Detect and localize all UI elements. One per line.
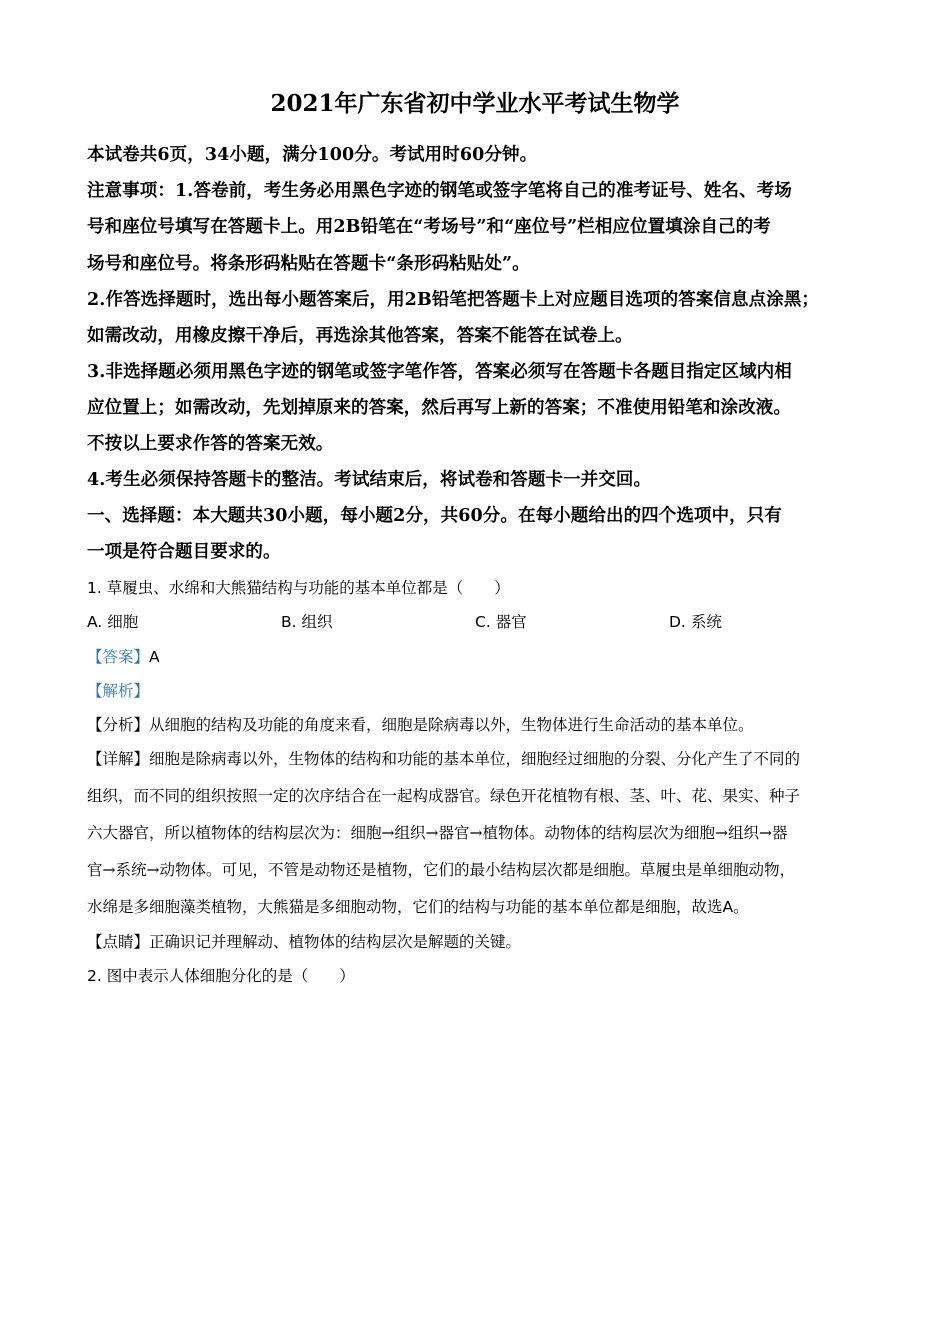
question-1-analysis-fenxi: 【分析】从细胞的结构及功能的角度来看，细胞是除病毒以外，生物体进行生命活动的基本单位。 [87,716,754,734]
option-text: 组织 [301,613,333,631]
question-1-detail-line-5 [87,896,877,918]
question-1-option-d [669,611,722,633]
question-1-detail-line-2: 组织，而不同的组织按照一定的次序结合在一起构成器官。绿色开花植物有根、茎、叶、花、果实、种子 [87,787,801,805]
detail-choice: A [722,898,734,916]
notice-line-9: 4.考生必须保持答题卡的整洁。考试结束后，将试卷和答题卡一并交回。 [87,470,652,490]
question-1-detail-line-3: 六大器官，所以植物体的结构层次为：细胞→组织→器官→植物体。动物体的结构层次为细胞→组织→器 [87,824,788,842]
question-1-option-b [281,611,333,633]
question-1-detail-line-4: 官→系统→动物体。可见，不管是动物还是植物，它们的最小结构层次都是细胞。草履虫是单细胞动物， [87,861,795,879]
detail-text: 水绵是多细胞藻类植物，大熊猫是多细胞动物，它们的结构与功能的基本单位都是细胞，故选 [87,898,723,916]
option-letter: C. [475,613,491,631]
page-title: 2021年广东省初中学业水平考试生物学 [270,90,680,117]
question-1-option-c [475,611,527,633]
option-letter: D. [669,613,686,631]
question-1-text: 草履虫、水绵和大熊猫结构与功能的基本单位都是（ ） [106,579,510,597]
question-1-option-a [87,611,138,633]
option-text: 系统 [690,613,722,631]
question-1-analysis-tag: 【解析】 [87,682,150,700]
option-text: 细胞 [107,613,139,631]
question-2-number: 2. [87,967,102,985]
notice-line-3: 场号和座位号。将条形码粘贴在答题卡“条形码粘贴处”。 [87,254,530,274]
notice-line-6: 3.非选择题必须用黑色字迹的钢笔或签字笔作答，答案必须写在答题卡各题目指定区域内相 [87,362,792,382]
question-2-text: 图中表示人体细胞分化的是（ ） [106,967,355,985]
question-1-stem [87,577,877,599]
notice-line-5: 如需改动，用橡皮擦干净后，再选涂其他答案，答案不能答在试卷上。 [87,326,633,346]
question-1-answer [87,646,877,668]
answer-tag: 【答案】 [87,648,150,666]
section-heading-line-1: 一、选择题：本大题共30小题，每小题2分，共60分。在每小题给出的四个选项中，只有 [87,506,782,526]
notice-line-8: 不按以上要求作答的答案无效。 [87,434,334,454]
option-letter: A. [87,613,103,631]
notice-line-7: 应位置上；如需改动，先划掉原来的答案，然后再写上新的答案；不准使用铅笔和涂改液。 [87,398,791,418]
question-1-dianjing: 【点睛】正确识记并理解动、植物体的结构层次是解题的关键。 [87,933,522,951]
detail-end: 。 [733,898,749,916]
question-1-number: 1. [87,579,102,597]
option-letter: B. [281,613,297,631]
answer-value: A [149,648,160,666]
notice-line-2: 号和座位号填写在答题卡上。用2B铅笔在“考场号”和“座位号”栏相应位置填涂自己的考 [87,217,771,237]
section-heading-line-2: 一项是符合题目要求的。 [87,542,281,562]
notice-line-1: 注意事项：1.答卷前，考生务必用黑色字迹的钢笔或签字笔将自己的准考证号、姓名、考场 [87,181,792,201]
question-2-stem [87,965,877,987]
question-1-detail-line-1: 【详解】细胞是除病毒以外，生物体的结构和功能的基本单位，细胞经过细胞的分裂、分化产生了不同的 [87,750,801,768]
option-text: 器官 [495,613,527,631]
notice-line-4: 2.作答选择题时，选出每小题答案后，用2B铅笔把答题卡上对应题目选项的答案信息点涂黑； [87,290,820,310]
exam-intro: 本试卷共6页，34小题，满分100分。考试用时60分钟。 [87,145,538,165]
